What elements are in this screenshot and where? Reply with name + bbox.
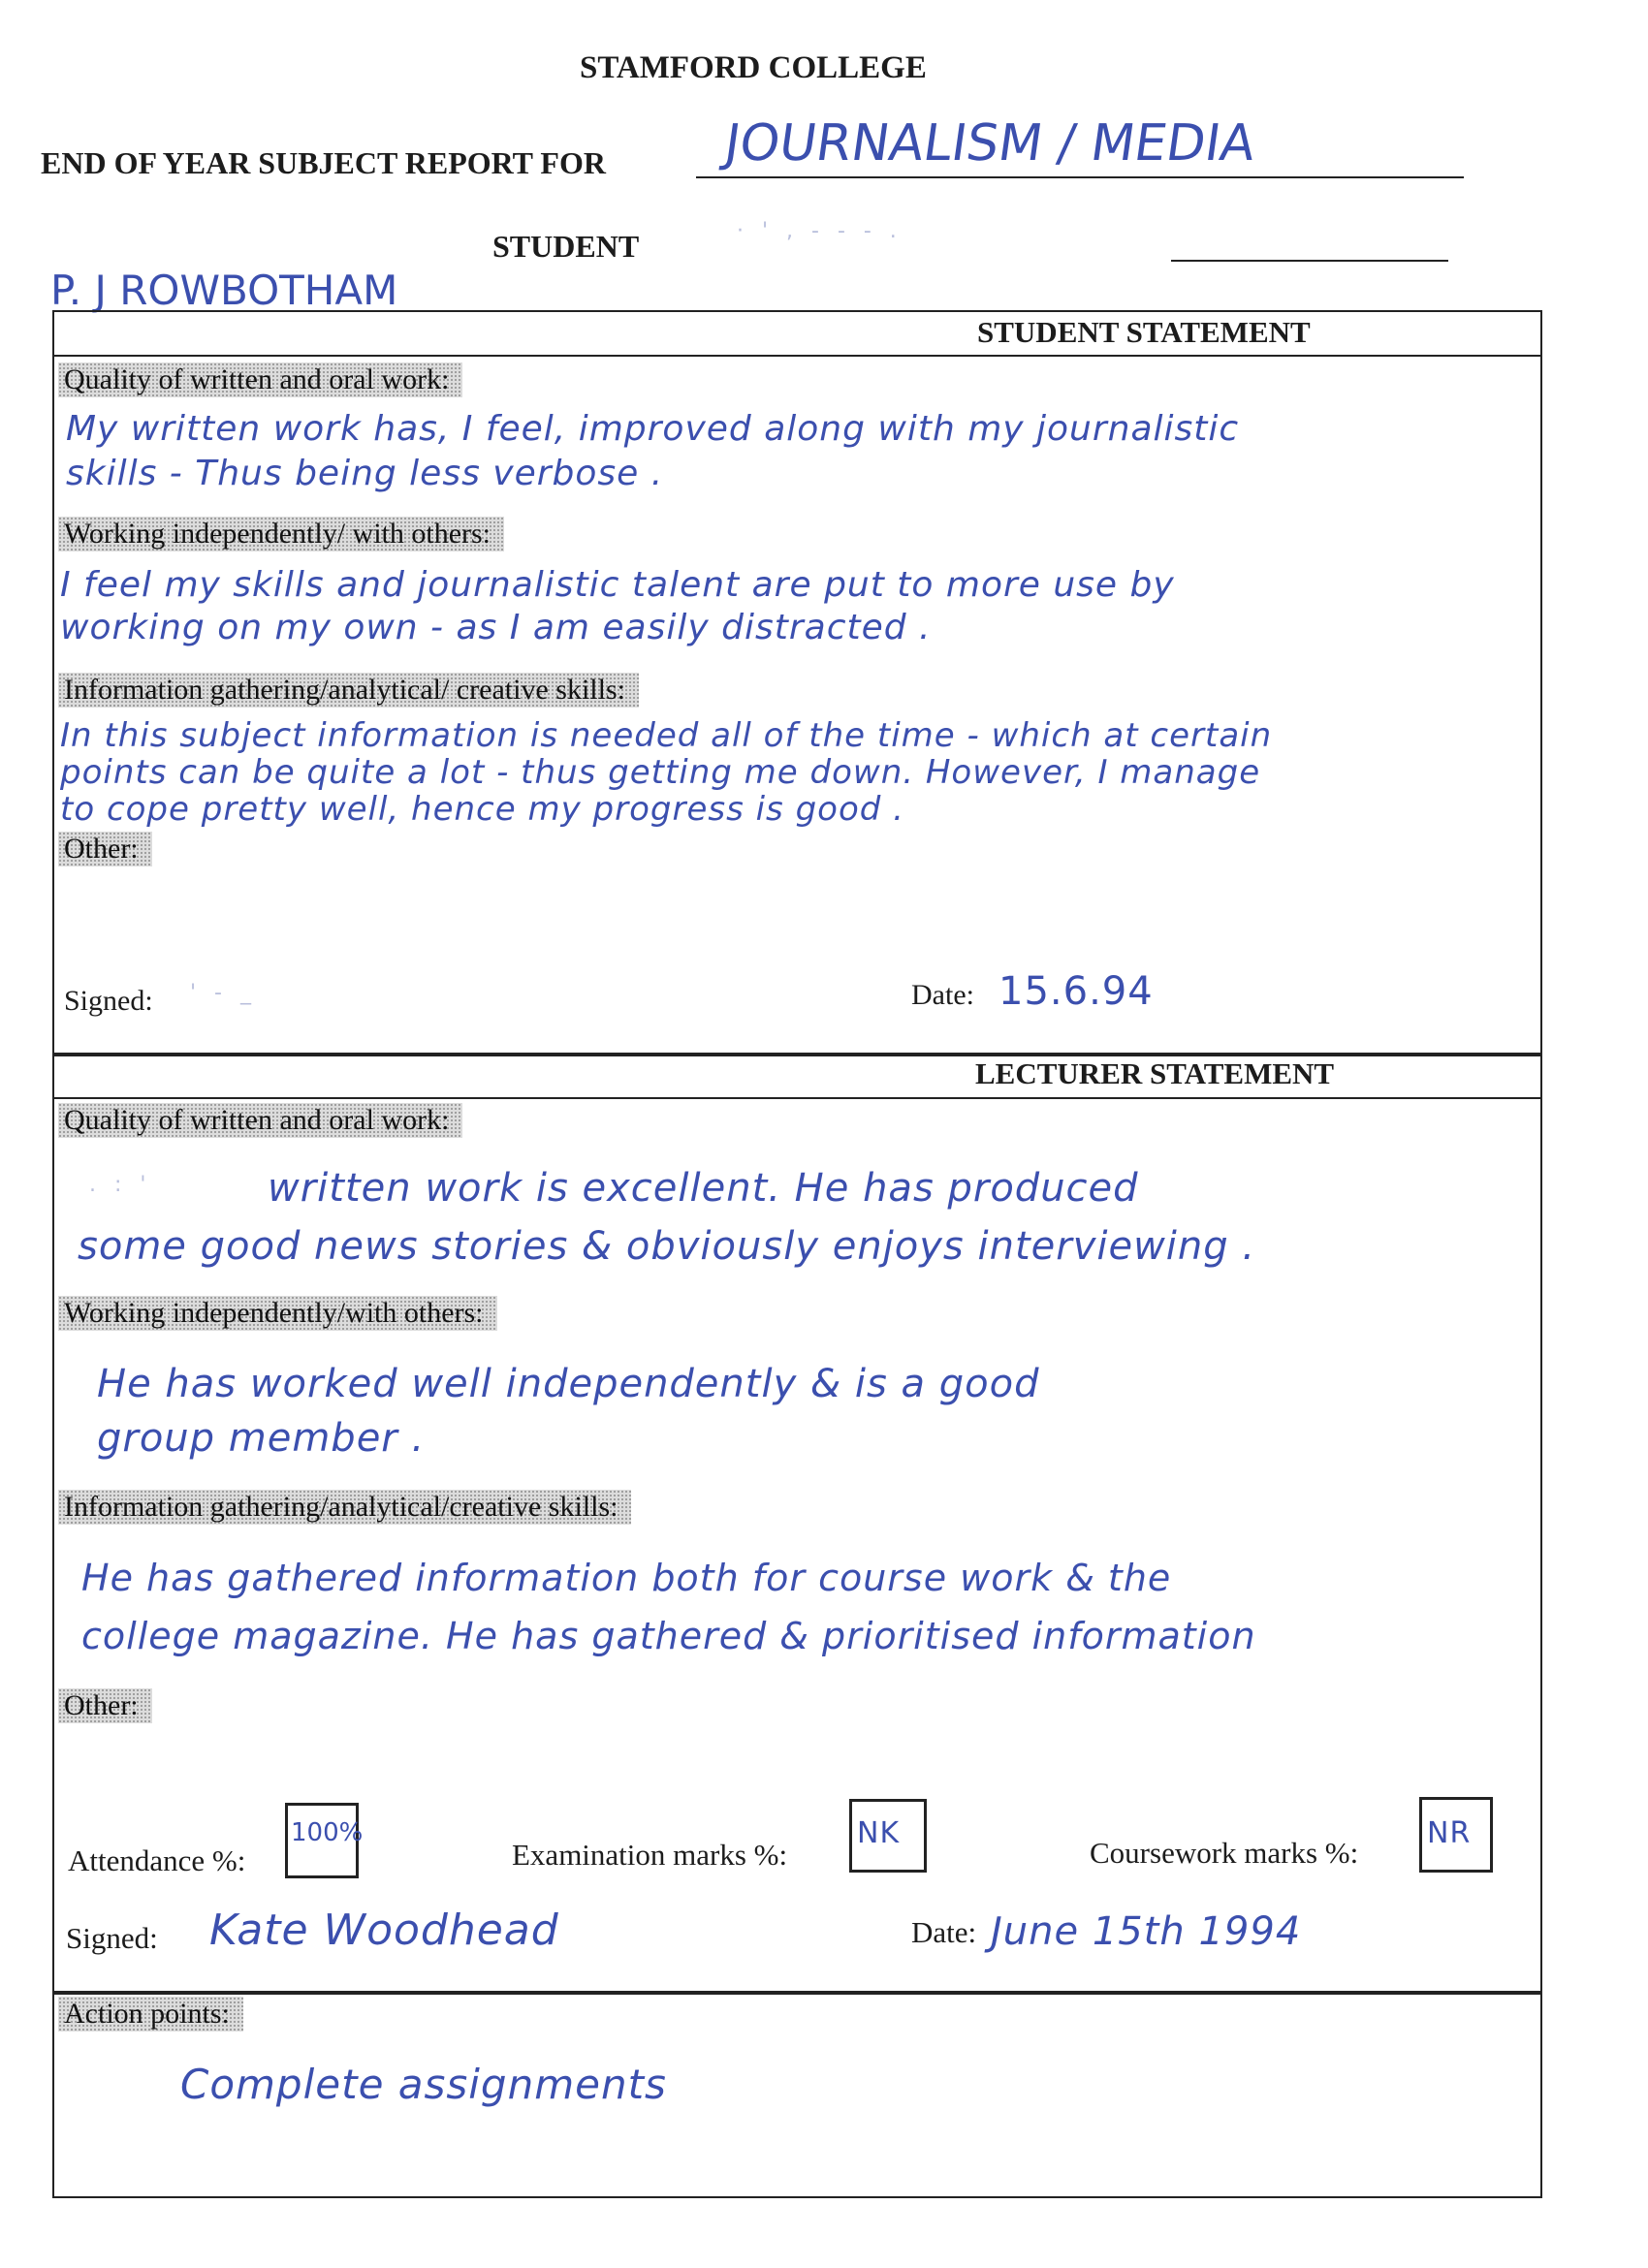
student-quality-text[interactable]	[66, 407, 1239, 496]
exam-marks-value: NK	[857, 1816, 901, 1850]
subject-field[interactable]: JOURNALISM / MEDIA	[720, 114, 1259, 173]
exam-marks-label: Examination marks %:	[512, 1838, 788, 1872]
student-other-label: Other:	[58, 832, 152, 866]
coursework-marks-label: Coursework marks %:	[1090, 1836, 1359, 1870]
student-info-line-1: In this subject information is needed all of the time - which at certain	[60, 716, 1273, 755]
lecturer-other-label: Other:	[58, 1688, 152, 1723]
lecturer-working-line-2: group member .	[97, 1416, 426, 1461]
report-label: END OF YEAR SUBJECT REPORT FOR	[41, 145, 606, 180]
college-name: STAMFORD COLLEGE	[580, 50, 927, 85]
lecturer-name-redacted: . : '	[89, 1173, 152, 1197]
student-working-line-2: working on my own - as I am easily distracted .	[60, 608, 932, 647]
lecturer-signature[interactable]: Kate Woodhead	[209, 1906, 559, 1955]
lecturer-info-label: Information gathering/analytical/creative skills:	[58, 1490, 631, 1525]
subject-underline	[696, 176, 1464, 178]
lecturer-quality-label: Quality of written and oral work:	[58, 1103, 462, 1138]
lecturer-info-text[interactable]	[81, 1549, 1256, 1665]
student-working-text[interactable]	[60, 564, 1175, 649]
lecturer-quality-text[interactable]	[78, 1159, 1255, 1276]
student-working-label: Working independently/ with others:	[58, 517, 504, 551]
student-heading-divider	[52, 355, 1541, 357]
student-date-value[interactable]: 15.6.94	[998, 969, 1154, 1014]
student-signature-redacted[interactable]: ' - _	[190, 981, 257, 1005]
lecturer-date-value[interactable]: June 15th 1994	[991, 1909, 1302, 1954]
attendance-value: 100%	[291, 1818, 364, 1847]
coursework-marks-value: NR	[1427, 1816, 1472, 1850]
student-name[interactable]: P. J ROWBOTHAM	[50, 267, 398, 314]
lecturer-working-label: Working independently/with others:	[58, 1296, 497, 1331]
action-points-label: Action points:	[58, 1997, 243, 2032]
lecturer-quality-line-2: some good news stories & obviously enjoys interviewing .	[78, 1224, 1256, 1269]
student-info-text[interactable]	[60, 717, 1272, 828]
student-working-line-1: I feel my skills and journalistic talent are put to more use by	[60, 565, 1175, 605]
student-info-label: Information gathering/analytical/ creative skills:	[58, 673, 639, 708]
student-info-line-2: points can be quite a lot - thus getting me down. However, I manage	[60, 753, 1261, 792]
student-quality-label: Quality of written and oral work:	[58, 362, 462, 397]
lecturer-working-line-1: He has worked well independently & is a good	[97, 1362, 1040, 1406]
lecturer-statement-heading: LECTURER STATEMENT	[975, 1056, 1335, 1090]
lecturer-info-line-1: He has gathered information both for course work & the	[81, 1557, 1172, 1599]
student-quality-line-2: skills - Thus being less verbose .	[66, 454, 664, 493]
student-statement-heading: STUDENT STATEMENT	[977, 315, 1311, 349]
student-date-label: Date:	[911, 979, 974, 1011]
student-info-line-3: to cope pretty well, hence my progress is good .	[60, 790, 904, 829]
student-quality-line-1: My written work has, I feel, improved along with my journalistic	[66, 409, 1240, 449]
lecturer-quality-line-1: written work is excellent. He has produced	[268, 1166, 1139, 1211]
redaction-marks: · ' , - - - .	[737, 219, 903, 243]
student-label: STUDENT	[492, 229, 640, 264]
student-signed-label: Signed:	[64, 985, 153, 1017]
attendance-label: Attendance %:	[68, 1843, 246, 1877]
lecturer-working-text[interactable]	[97, 1357, 1039, 1465]
lecturer-info-line-2: college magazine. He has gathered & prioritised information	[81, 1615, 1256, 1657]
action-points-text[interactable]: Complete assignments	[180, 2061, 667, 2108]
student-underline	[1171, 260, 1448, 262]
lecturer-heading-divider	[52, 1097, 1541, 1099]
lecturer-signed-label: Signed:	[66, 1921, 158, 1955]
lecturer-date-label: Date:	[911, 1915, 977, 1949]
